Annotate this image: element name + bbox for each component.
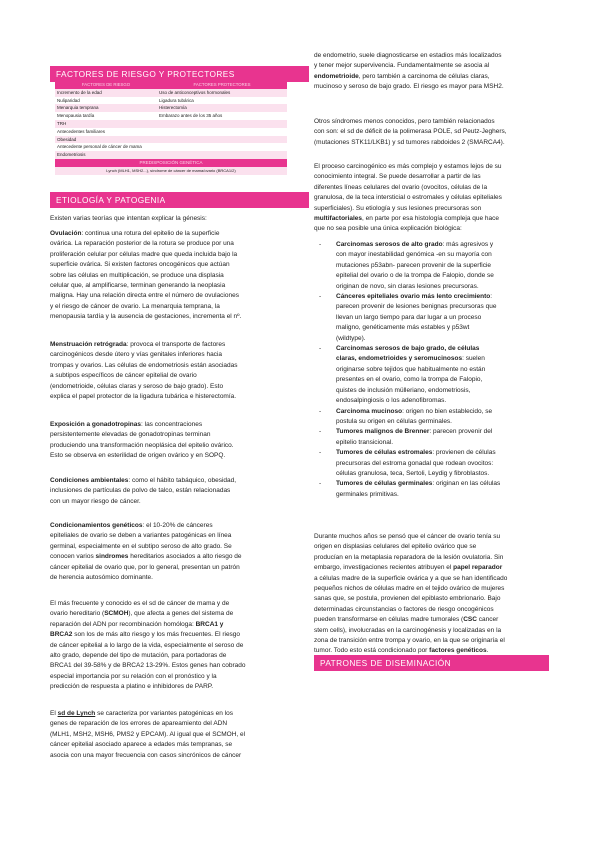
bold-term: papel reparador bbox=[453, 564, 503, 572]
bold-term: BRCA1 y bbox=[195, 620, 224, 628]
text-line: pueden transformarse en células madre tumorales ( bbox=[314, 616, 464, 624]
text-line: pequeños nichos de células madre en el tejido ovárico de mujeres bbox=[314, 585, 505, 593]
text-line: cáncer epitelial asociado aparece a edades más tempranas, se bbox=[50, 741, 233, 749]
bold-term: Carcinomas serosos de alto grado bbox=[336, 241, 443, 248]
text-line: , pero también a carcinoma de células claras, bbox=[358, 72, 490, 80]
text-line: postula su origen en células germinales. bbox=[336, 417, 452, 425]
genetic-note-row bbox=[55, 167, 287, 175]
text-line: : origen no bien establecido, se bbox=[402, 407, 493, 415]
text-line: y el riesgo de cáncer de ovario. La menarquia temprana, la bbox=[50, 302, 220, 310]
genetics-paragraph bbox=[50, 521, 297, 583]
text-line: : continua una rotura del epitelio de la superficie bbox=[81, 230, 220, 237]
list-item: - Cánceres epiteliales ovario más lento crecimiento: parecen provenir de lesiones benignas precursoras que llevan un largo tiempo para dar lugar a un proceso maligno, genéticamente más estables y p53wt (wildtype). bbox=[319, 293, 497, 342]
table-row bbox=[55, 112, 287, 120]
text-line: , en parte por esa histología compleja que hace bbox=[362, 215, 499, 223]
text-line: con son: el sd de déficit de la polimerasa POLE, sd Peutz-Jeghers, bbox=[314, 128, 507, 136]
text-line: Otros síndromes menos conocidos, pero también relacionados bbox=[314, 118, 495, 125]
list-item: - Tumores malignos de Brenner: parecen provenir del epitelio transicional. bbox=[319, 428, 493, 446]
text-line: superficiales). Su etiología y sus lesiones precursoras son bbox=[314, 204, 482, 212]
text-line: trompas y ovarios. Las células de endometriosis están asociadas bbox=[50, 361, 238, 369]
list-item: - Tumores de células estromales: provienen de células precursoras del estroma gonadal que rodean ovocitos: células granulosa, teca, Sertoli, Leydig y fibroblastos. bbox=[319, 449, 496, 477]
table-cell bbox=[157, 128, 287, 136]
bold-term: BRCA2 bbox=[50, 631, 73, 639]
text-line: con mayor inestabilidad genómica -en su mayoría con bbox=[336, 251, 492, 259]
table-cell: Histerectomía bbox=[157, 104, 287, 112]
table-header-protective: FACTORES PROTECTORES bbox=[157, 81, 287, 89]
text-line: epitelial del ovario o de la trompa de Falopio, donde se bbox=[336, 272, 494, 280]
text-line: ovario hereditario ( bbox=[50, 610, 105, 618]
text-line: . bbox=[486, 647, 489, 655]
text-line: asocia con una mayor frecuencia con casos sincrónicos de cáncer bbox=[50, 751, 242, 759]
text-line: endosalpingiosis o los adenofibromas. bbox=[336, 397, 447, 405]
text-line: stem cells), involucradas en la carcinogénesis y localizadas en la bbox=[314, 626, 502, 634]
text-line: proliferación celular por células madre que queda incluida bajo la bbox=[50, 250, 238, 258]
text-line: con un mayor riesgo de cáncer. bbox=[50, 497, 141, 505]
text-line: células granulosa, teca, Sertoli, Leydig y fibroblastos. bbox=[336, 469, 490, 477]
gonadotropin-lead: Exposición a gonadotropinas bbox=[50, 421, 142, 428]
text-line: conocen varios bbox=[50, 553, 96, 561]
precursor-list bbox=[314, 240, 549, 500]
table-cell: Incremento de la edad bbox=[55, 89, 157, 97]
text-line: a células madre de la superficie ovárica y a que se han identificado bbox=[314, 574, 508, 582]
genetic-header: PREDISPOSICIÓN GENÉTICA bbox=[55, 159, 287, 167]
text-line: explica el papel protector de la ligadura tubárica e histerectomía. bbox=[50, 393, 237, 401]
table-header-risk: FACTORES DE RIESGO bbox=[55, 81, 157, 89]
text-line: : más agresivos y bbox=[442, 241, 494, 248]
menstruation-lead: Menstruación retrógrada bbox=[50, 341, 127, 348]
text-line: sanas que, se postula, provienen del epiblasto embrionario. Bajo bbox=[314, 595, 501, 603]
text-line: : provoca el transporte de factores bbox=[126, 341, 226, 348]
text-line: (wildtype). bbox=[336, 334, 366, 342]
hboc-paragraph bbox=[50, 599, 297, 693]
text-line: y tener mejor supervivencia. Fundamentalmente se asocia al bbox=[314, 62, 490, 70]
text-line: (endometrioide, células claras y seroso de bajo grado). Esto bbox=[50, 382, 224, 390]
table-cell: Antecedente personal de cáncer de mama bbox=[55, 143, 287, 151]
bold-term: Tumores de células germinales bbox=[336, 480, 433, 488]
text-line: superficie ovárica. Si existen factores oncogénicos que actúan bbox=[50, 261, 230, 269]
table-cell: Embarazo antes de los 35 años bbox=[157, 112, 287, 120]
text-line: llevan un largo tiempo para dar lugar a un proceso bbox=[336, 313, 482, 321]
text-line: : bbox=[490, 293, 493, 301]
lynch-paragraph bbox=[50, 709, 297, 761]
bold-term: sindromes bbox=[95, 553, 129, 561]
genetic-note: Lynch (MLH1, MSH2...), síndrome de cáncer de mama/ovario (BRCA1/2) bbox=[55, 167, 287, 175]
text-line: conocimiento integral. Se puede desarrollar a partir de las bbox=[314, 173, 481, 181]
text-line: granulosa, de la teca intersticial o estromales y células epiteliales bbox=[314, 194, 502, 202]
ovulation-lead: Ovulación bbox=[50, 230, 82, 237]
text-line: BRCA1 del 39-58% y de BRCA2 13-29%. Estos genes han cobrado bbox=[50, 662, 246, 670]
text-line: menopausia tardía y la ausencia de gestaciones, incrementa el nº. bbox=[50, 313, 242, 321]
text-line: diferentes líneas celulares del ovario (ovocitos, células de la bbox=[314, 183, 488, 191]
text-line: : el 10-20% de cánceres bbox=[142, 522, 213, 529]
text-line: Durante muchos años se pensó que el cáncer de ovario tenía su bbox=[314, 533, 501, 540]
text-line: embargo, investigaciones recientes atribuyen el bbox=[314, 564, 454, 572]
stem-cell-paragraph bbox=[314, 532, 549, 657]
process-paragraph bbox=[314, 162, 549, 235]
text-line: a subtipos específicos de cáncer epitelial de ovario bbox=[50, 372, 197, 380]
text-line: maligna. Hay una relación directa entre el número de ovulaciones bbox=[50, 292, 239, 300]
environment-paragraph bbox=[50, 476, 297, 507]
text-line: : provienen de células bbox=[432, 449, 496, 457]
table-row bbox=[55, 128, 287, 136]
table-row bbox=[55, 120, 287, 128]
table-cell: TRH bbox=[55, 120, 157, 128]
text-line: hereditarios asociados a alto riesgo de bbox=[128, 553, 242, 561]
risk-factors-header: FACTORES DE RIESGO Y PROTECTORES bbox=[50, 66, 309, 82]
risk-factors-table bbox=[55, 81, 287, 175]
text-line: determinadas circunstancias o factores de riesgo oncogénicos bbox=[314, 605, 494, 613]
text-line: : suelen bbox=[462, 355, 485, 363]
bold-term: Tumores de células estromales bbox=[336, 449, 433, 457]
text-line: de herencia autosómico dominante. bbox=[50, 574, 153, 582]
table-cell: Ligadura tubárica bbox=[157, 97, 287, 105]
text-line: alto grado, depende del tipo de mutación, para portadoras de bbox=[50, 652, 227, 660]
table-row bbox=[55, 89, 287, 97]
text-line: El bbox=[50, 710, 58, 717]
bold-term: Carcinomas serosos de bajo grado, de células bbox=[336, 345, 480, 353]
text-line: : las concentraciones bbox=[141, 421, 203, 428]
bold-term: Carcinoma mucinoso bbox=[336, 407, 403, 415]
text-line: originarse sobre tejidos que habitualmente no están bbox=[336, 365, 486, 373]
table-row bbox=[55, 136, 287, 144]
ovulation-paragraph bbox=[50, 229, 297, 323]
text-line: de endometrio, suele diagnosticarse en estadios más localizados bbox=[314, 52, 502, 59]
text-line: (mutaciones STK11/LKB1) y sd tumores rabdoides 2 (SMARCA4). bbox=[314, 138, 505, 146]
text-line: epitelio transicional. bbox=[336, 438, 394, 446]
text-line: origen en displasias celulares del epitelio ovárico que se bbox=[314, 543, 477, 551]
text-line: epiteliales de ovario se deben a variantes patogénicas en línea bbox=[50, 532, 232, 540]
table-row bbox=[55, 151, 287, 159]
text-line: Esto se observa en esterilidad de origen ovárico y en SOPQ. bbox=[50, 452, 226, 460]
table-cell bbox=[157, 151, 287, 159]
bold-term: sd de Lynch bbox=[57, 710, 96, 717]
text-line: (MLH1, MSH2, MSH6, PMS2 y EPCAM). Al igual que el SCMOH, el bbox=[50, 730, 246, 738]
text-line: mucinoso y seroso de bajo grado. El riesgo es mayor para MSH2. bbox=[314, 83, 504, 91]
text-line: predicción de respuesta a platino e inhibidores de PARP. bbox=[50, 683, 214, 691]
text-line: producían en la metaplasia reparadora de la lesión ovulatoria. Sin bbox=[314, 553, 504, 561]
list-item: - Carcinomas serosos de bajo grado, de células claras, endometrioides y seromucinosos: suelen originarse sobre tejidos que habitualmente no están presentes en el ovario, como la trompa de Falopio, quistes de inclusión mülleriano, endometriosis, endosalpingiosis o los adenofibromas. bbox=[319, 345, 486, 405]
text-line: sobre las células en multiplicación, se produce una displasia bbox=[50, 271, 224, 279]
text-line: inclusiones de partículas de polvo de talco, están relacionadas bbox=[50, 487, 231, 495]
table-cell: Endometriosis bbox=[55, 151, 157, 159]
table-cell: Menarquia temprana bbox=[55, 104, 157, 112]
text-line: persistentemente elevadas de gonadotropinas terminan bbox=[50, 431, 211, 439]
text-line: : originan en las células bbox=[432, 480, 501, 488]
lynch-continued-paragraph bbox=[314, 51, 549, 93]
bold-term: endometrioide bbox=[314, 72, 359, 80]
table-cell bbox=[157, 120, 287, 128]
text-line: germinales primitivas. bbox=[336, 490, 399, 498]
text-line: ovárica. La reparación posterior de la rotura se produce por una bbox=[50, 240, 234, 248]
table-row bbox=[55, 143, 287, 151]
list-item: - Carcinoma mucinoso: origen no bien establecido, se postula su origen en células germinales. bbox=[319, 407, 493, 425]
text-line: que no sea posible una única explicación biológica: bbox=[314, 225, 462, 233]
table-cell: Uso de anticonceptivos hormonales bbox=[157, 89, 287, 97]
text-line: El más frecuente y conocido es el sd de cáncer de mama y de bbox=[50, 600, 230, 607]
table-cell: Menopausia tardía bbox=[55, 112, 157, 120]
bold-term: claras, endometrioides y seromucinosos bbox=[336, 355, 463, 363]
text-line: se caracteriza por variantes patogénicas en los bbox=[95, 710, 233, 717]
table-cell bbox=[157, 136, 287, 144]
list-item: - Tumores de células germinales: originan en las células germinales primitivas. bbox=[319, 480, 501, 498]
table-row bbox=[55, 104, 287, 112]
table-cell: Nuliparidad bbox=[55, 97, 157, 105]
text-line: de cáncer epitelial a lo largo de la vida, especialmente el seroso de bbox=[50, 641, 244, 649]
text-line: precursoras del estroma gonadal que rodean ovocitos: bbox=[336, 459, 494, 467]
text-line: carcinogénicos desde útero y vías genitales inferiores hacia bbox=[50, 351, 222, 359]
text-line: produciendo una transformación neoplásica del epitelio ovárico. bbox=[50, 441, 234, 449]
etiology-header: ETIOLOGÍA Y PATOGENIA bbox=[50, 192, 309, 208]
table-row bbox=[55, 97, 287, 105]
bold-term: SCMOH bbox=[104, 610, 129, 618]
text-line: : parecen provenir del bbox=[429, 428, 493, 436]
text-line: ), que afecta a genes del sistema de bbox=[128, 610, 234, 618]
text-line: maligno, genéticamente más estables y p53wt bbox=[336, 324, 470, 332]
text-line: El proceso carcinogénico es más complejo y estamos lejos de su bbox=[314, 163, 502, 170]
environment-lead: Condiciones ambientales bbox=[50, 477, 129, 484]
text-line: presentes en el ovario, como la trompa de Falopio, bbox=[336, 376, 483, 384]
text-line: : como el hábito tabáquico, obesidad, bbox=[128, 477, 237, 484]
intro-paragraph: Existen varias teorías que intentan explicar la génesis: bbox=[50, 215, 207, 222]
text-line: especial importancia por su relación con el pronóstico y la bbox=[50, 672, 217, 680]
text-line: mutaciones p53abn- parecen provenir de la superficie bbox=[336, 261, 492, 269]
text-line: celular que, al amplificarse, terminan generando la neoplasia bbox=[50, 282, 226, 290]
list-item: - Carcinomas serosos de alto grado: más agresivos y con mayor inestabilidad genómica -en su mayoría con mutaciones p53abn- parecen provenir de la superficie epitelial del ovario o de la trompa de Falopio, donde se originan de novo, sin claras lesiones precursoras. bbox=[319, 241, 494, 290]
text-line: son los de más alto riesgo y los más frecuentes. El riesgo bbox=[72, 631, 241, 639]
text-line: zona de transición entre trompa y ovario, en la que se originaría el bbox=[314, 637, 505, 645]
text-line: parecen provenir de lesiones benignas precursoras que bbox=[336, 303, 497, 311]
text-line: quistes de inclusión mülleriano, endometriosis, bbox=[336, 386, 471, 394]
text-line: tumor. Todo esto está condicionado por bbox=[314, 647, 430, 655]
text-line: reparación del ADN por recombinación homóloga: bbox=[50, 620, 196, 628]
bold-term: CSC bbox=[463, 616, 477, 624]
other-syndromes-paragraph bbox=[314, 117, 549, 148]
text-line: originan de novo, sin claras lesiones precursoras. bbox=[336, 282, 479, 290]
gonadotropin-paragraph bbox=[50, 420, 297, 462]
bold-term: multifactoriales bbox=[314, 215, 363, 223]
bold-term: Cánceres epiteliales ovario más lento crecimiento bbox=[336, 293, 491, 301]
menstruation-paragraph bbox=[50, 340, 297, 402]
table-cell: Antecedentes familiares bbox=[55, 128, 157, 136]
text-line: cancer bbox=[476, 616, 499, 624]
text-line: cáncer epitelial de ovario que, por lo general, presentan un patrón bbox=[50, 563, 240, 571]
bold-term: Tumores malignos de Brenner bbox=[336, 428, 430, 436]
dissemination-header: PATRONES DE DISEMINACIÓN bbox=[314, 655, 549, 671]
genetics-lead: Condicionamientos genéticos bbox=[50, 522, 143, 529]
genetic-header-row bbox=[55, 159, 287, 167]
bold-term: factores genéticos bbox=[429, 647, 487, 655]
table-cell: Obesidad bbox=[55, 136, 157, 144]
text-line: germinal, especialmente en el subtipo seroso de alto grado. Se bbox=[50, 542, 232, 550]
text-line: genes de reparación de los errores de apareamiento del ADN bbox=[50, 720, 228, 728]
